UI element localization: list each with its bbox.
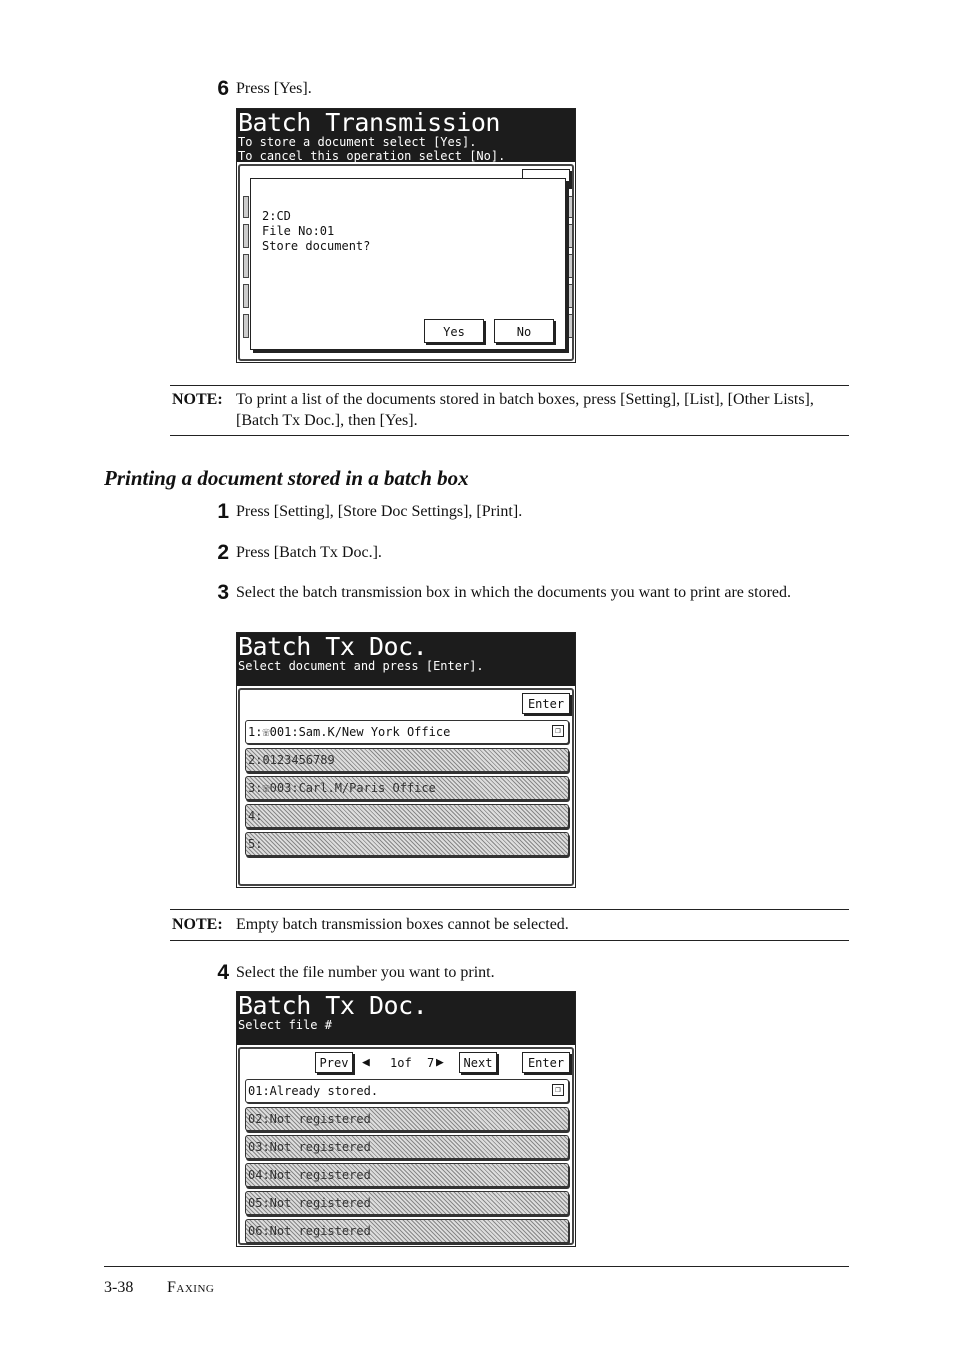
document-icon: ❐ [552,725,564,737]
lcd-title: Batch Tx Doc. [238,991,428,1020]
prev-button[interactable]: Prev [315,1052,353,1073]
box-row-label: 1:☏001:Sam.K/New York Office [248,725,451,739]
file-row-label: 02:Not registered [248,1112,371,1126]
confirm-dialog [250,178,566,350]
lcd-title: Batch Transmission [238,108,500,137]
step-number: 3 [217,581,229,604]
file-row-label: 06:Not registered [248,1224,371,1238]
lcd-instruction: Select document and press [Enter]. [238,659,484,673]
ghost-row-edge [243,196,249,218]
dialog-box-line: 2:CD [262,209,291,223]
box-row[interactable] [245,720,569,744]
lcd-header [237,633,575,686]
lcd-screen-batch-transmission [236,108,576,363]
note-text: To print a list of the documents stored in batch boxes, press [Setting], [List], [Other Lists], [Batch Tx Doc.], then [Yes]. [236,391,814,429]
ghost-row-edge [567,284,573,308]
ghost-row-edge [243,284,249,308]
box-row[interactable] [245,804,569,828]
lcd-header [237,109,575,162]
section-title: Printing a document stored in a batch box [104,466,469,490]
ghost-row-edge [567,254,573,278]
section-name: Faxing [167,1279,215,1296]
file-row[interactable] [245,1079,569,1103]
file-row[interactable] [245,1163,569,1187]
ghost-row-edge [243,254,249,278]
note-label: NOTE: [172,916,223,933]
dialog-question: Store document? [262,239,371,253]
lcd-header [237,992,575,1045]
lcd-screen-box-list [236,632,576,888]
step-text: Select the file number you want to print. [236,964,495,981]
no-button[interactable]: No [494,319,554,343]
ghost-row-edge [567,196,573,218]
box-row-label: 5: [248,837,263,851]
note-box [170,385,849,436]
step-text: Select the batch transmission box in which the documents you want to print are stored. [236,584,791,601]
file-row-label: 03:Not registered [248,1140,371,1154]
yes-button[interactable]: Yes [424,319,484,343]
file-row-label: 05:Not registered [248,1196,371,1210]
lcd-screen-file-list [236,991,576,1247]
ghost-row-edge [243,314,249,338]
enter-button[interactable]: Enter [522,693,570,714]
box-row-label: 2:0123456789 [248,753,335,767]
file-row-label: 04:Not registered [248,1168,371,1182]
file-row[interactable] [245,1135,569,1159]
step-number: 4 [217,961,229,984]
left-arrow-icon[interactable]: ◀ [362,1055,370,1070]
step-text: Press [Yes]. [236,80,312,97]
ghost-row-edge [567,314,573,338]
file-row[interactable] [245,1107,569,1131]
box-row-label: 3:☏003:Carl.M/Paris Office [248,781,436,795]
note-text: Empty batch transmission boxes cannot be selected. [236,916,569,933]
note-box [170,909,849,941]
file-row[interactable] [245,1191,569,1215]
page-total: 7 [427,1056,435,1070]
lcd-body [238,1047,574,1245]
file-row-label: 01:Already stored. [248,1084,379,1098]
step-number: 1 [217,500,229,523]
document-icon: ❐ [552,1084,564,1096]
page-number: 3-38 [104,1279,134,1296]
ghost-row-edge [243,224,249,248]
right-arrow-icon[interactable]: ▶ [436,1055,444,1070]
box-row[interactable] [245,832,569,856]
lcd-body [238,164,574,361]
note-label: NOTE: [172,391,223,408]
lcd-instruction-yes: To store a document select [Yes]. [238,135,477,149]
step-text: Press [Batch Tx Doc.]. [236,544,382,561]
enter-button[interactable]: Enter [522,1052,570,1073]
lcd-instruction-no: To cancel this operation select [No]. [238,149,506,163]
lcd-instruction: Select file # [238,1018,332,1032]
lcd-title: Batch Tx Doc. [238,632,428,661]
box-row[interactable] [245,776,569,800]
step-number: 2 [217,541,229,564]
page-current: 1of [390,1056,412,1070]
box-row[interactable] [245,748,569,772]
box-row-label: 4: [248,809,263,823]
step-number: 6 [217,77,229,100]
step-text: Press [Setting], [Store Doc Settings], [Print]. [236,503,523,520]
lcd-body [238,688,574,886]
file-row[interactable] [245,1219,569,1243]
next-button[interactable]: Next [459,1052,497,1073]
ghost-row-edge [567,224,573,248]
footer-rule [104,1266,849,1267]
dialog-file-line: File No:01 [262,224,335,238]
